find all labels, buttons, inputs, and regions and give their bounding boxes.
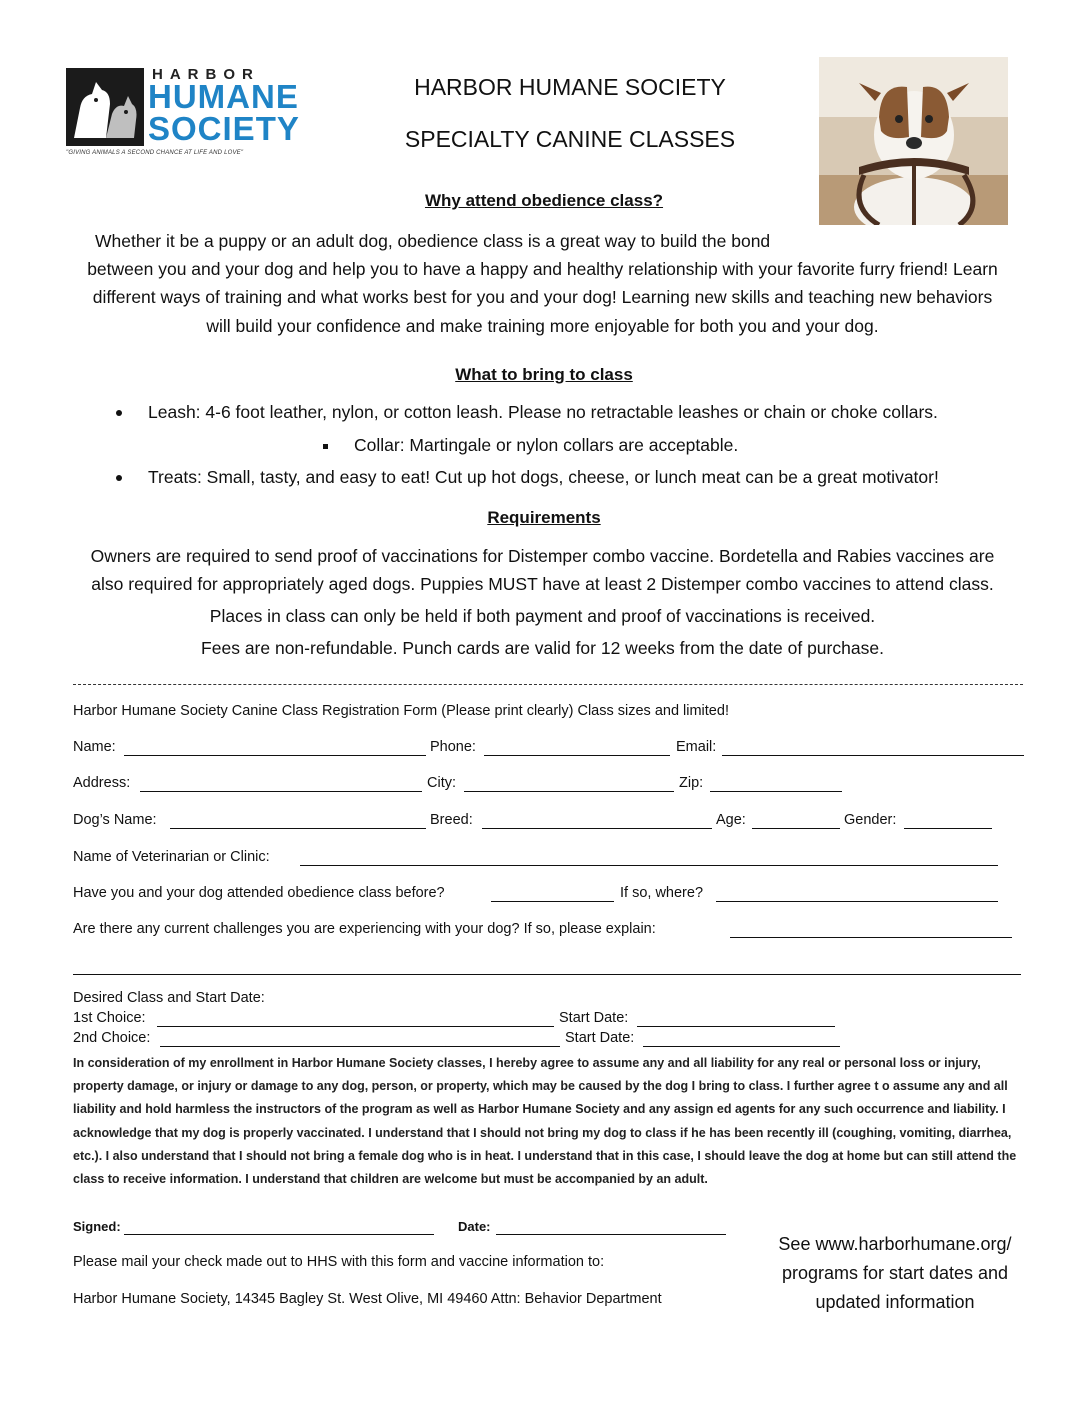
bullet-icon — [116, 410, 122, 416]
where-label: If so, where? — [620, 885, 704, 901]
page-title: HARBOR HUMANE SOCIETY — [414, 74, 726, 100]
address-field[interactable] — [140, 791, 422, 792]
attended-label: Have you and your dog attended obedience class before? — [73, 885, 445, 901]
age-field[interactable] — [752, 828, 840, 829]
second-choice-field[interactable] — [160, 1046, 560, 1047]
address-label: Address: — [73, 775, 131, 791]
phone-field[interactable] — [484, 755, 670, 756]
why-line-2: between you and your dog and help you to have a happy and healthy relationship with your favorite furry friend! Learn — [87, 259, 998, 279]
phone-label: Phone: — [430, 739, 476, 755]
bring-item-treats — [116, 467, 939, 488]
date-field[interactable] — [496, 1234, 726, 1235]
city-label: City: — [427, 775, 456, 791]
second-choice-label: 2nd Choice: — [73, 1030, 151, 1046]
first-choice-field[interactable] — [157, 1026, 554, 1027]
form-intro: Harbor Humane Society Canine Class Registration Form (Please print clearly) Class sizes and limited! — [73, 703, 729, 719]
dog-name-field[interactable] — [170, 828, 426, 829]
bring-heading: What to bring to class — [455, 365, 633, 384]
why-heading: Why attend obedience class? — [424, 191, 664, 210]
website-note-line-2: programs for start dates and — [781, 1263, 1009, 1283]
desired-class-label: Desired Class and Start Date: — [73, 990, 265, 1006]
bring-item-leash — [116, 402, 938, 423]
website-note — [770, 1230, 1020, 1317]
bullet-icon — [323, 444, 328, 449]
name-label: Name: — [73, 739, 116, 755]
mail-instructions: Please mail your check made out to HHS with this form and vaccine information to: — [73, 1254, 605, 1270]
zip-label: Zip: — [679, 775, 704, 791]
email-field[interactable] — [722, 755, 1024, 756]
bring-item-text: Collar: Martingale or nylon collars are acceptable. — [354, 435, 739, 455]
mail-address: Harbor Humane Society, 14345 Bagley St. West Olive, MI 49460 Attn: Behavior Department — [73, 1291, 662, 1307]
signed-label: Signed: — [73, 1219, 121, 1234]
vet-label: Name of Veterinarian or Clinic: — [73, 849, 270, 865]
breed-field[interactable] — [482, 828, 712, 829]
requirements-line-4: Fees are non-refundable. Punch cards are valid for 12 weeks from the date of purchase. — [201, 638, 884, 658]
email-label: Email: — [676, 739, 717, 755]
breed-label: Breed: — [430, 812, 473, 828]
challenges-label: Are there any current challenges you are experiencing with your dog? If so, please explain: — [73, 921, 656, 937]
zip-field[interactable] — [710, 791, 842, 792]
bring-item-text: Leash: 4-6 foot leather, nylon, or cotton leash. Please no retractable leashes or chain or choke collars. — [148, 402, 938, 422]
age-label: Age: — [716, 812, 746, 828]
second-start-date-field[interactable] — [643, 1046, 840, 1047]
date-label: Date: — [458, 1219, 491, 1234]
requirements-heading: Requirements — [487, 508, 601, 527]
logo — [66, 66, 306, 162]
requirements-line-1: Owners are required to send proof of vaccinations for Distemper combo vaccine. Bordetella and Rabies vaccines are — [90, 546, 995, 566]
dog-name-label: Dog’s Name: — [73, 812, 157, 828]
first-start-date-field[interactable] — [637, 1026, 835, 1027]
gender-field[interactable] — [904, 828, 992, 829]
vet-field[interactable] — [300, 865, 998, 866]
first-choice-label: 1st Choice: — [73, 1010, 146, 1026]
why-line-3: different ways of training and what works best for you and your dog! Learning new skills and teaching new behaviors — [92, 287, 993, 307]
why-line-4: will build your confidence and make training more enjoyable for both you and your dog. — [206, 316, 879, 336]
bring-item-collar — [323, 435, 738, 456]
name-field[interactable] — [124, 755, 426, 756]
liability-waiver-text: In consideration of my enrollment in Harbor Humane Society classes, I hereby agree to assume any and all liability for any real or personal loss or injury, property damage, or injury or damage to any dog, person, or property, which may be caused by the dog I bring to class. I further agree t o assume any and all liability and hold harmless the instructors of the program as well as Harbor Humane Society and any assign ed agents for any such occurrence and liability. I acknowledge that my dog is properly vaccinated. I understand that I should not bring my dog to class if he has been recently ill (coughing, vomiting, diarrhea, etc.). I also understand that I should not bring a female dog who is in heat. I understand that in this case, I should leave the dog at home but can still attend the class to receive information. I understand that children are welcome but must be accompanied by an adult. — [73, 1056, 1017, 1187]
first-start-date-label: Start Date: — [559, 1010, 629, 1026]
logo-tagline: "GIVING ANIMALS A SECOND CHANCE AT LIFE AND LOVE" — [66, 150, 244, 156]
challenges-field[interactable] — [730, 937, 1012, 938]
where-field[interactable] — [716, 901, 998, 902]
website-note-line-3: updated information — [815, 1292, 975, 1312]
bullet-icon — [116, 475, 122, 481]
attended-field[interactable] — [491, 901, 614, 902]
requirements-line-2: also required for appropriately aged dogs. Puppies MUST have at least 2 Distemper combo vaccines to attend class. — [91, 574, 994, 594]
website-note-line-1: See www.harborhumane.org/ — [778, 1234, 1012, 1254]
gender-label: Gender: — [844, 812, 897, 828]
bring-item-text: Treats: Small, tasty, and easy to eat! Cut up hot dogs, cheese, or lunch meat can be a great motivator! — [148, 467, 939, 487]
challenges-field-continued[interactable] — [73, 974, 1021, 975]
cut-line-divider — [73, 684, 1023, 685]
page-subtitle: SPECIALTY CANINE CLASSES — [404, 126, 736, 152]
city-field[interactable] — [464, 791, 674, 792]
logo-society-text: SOCIETY — [148, 110, 300, 147]
requirements-line-3: Places in class can only be held if both payment and proof of vaccinations is received. — [209, 606, 876, 626]
logo-humane-text: HUMANE — [148, 78, 299, 115]
logo-harbor-text: HARBOR — [152, 66, 260, 83]
second-start-date-label: Start Date: — [565, 1030, 635, 1046]
animals-silhouette-icon — [66, 68, 144, 146]
signature-field[interactable] — [124, 1234, 434, 1235]
why-line-1: Whether it be a puppy or an adult dog, obedience class is a great way to build the bond — [95, 231, 771, 251]
